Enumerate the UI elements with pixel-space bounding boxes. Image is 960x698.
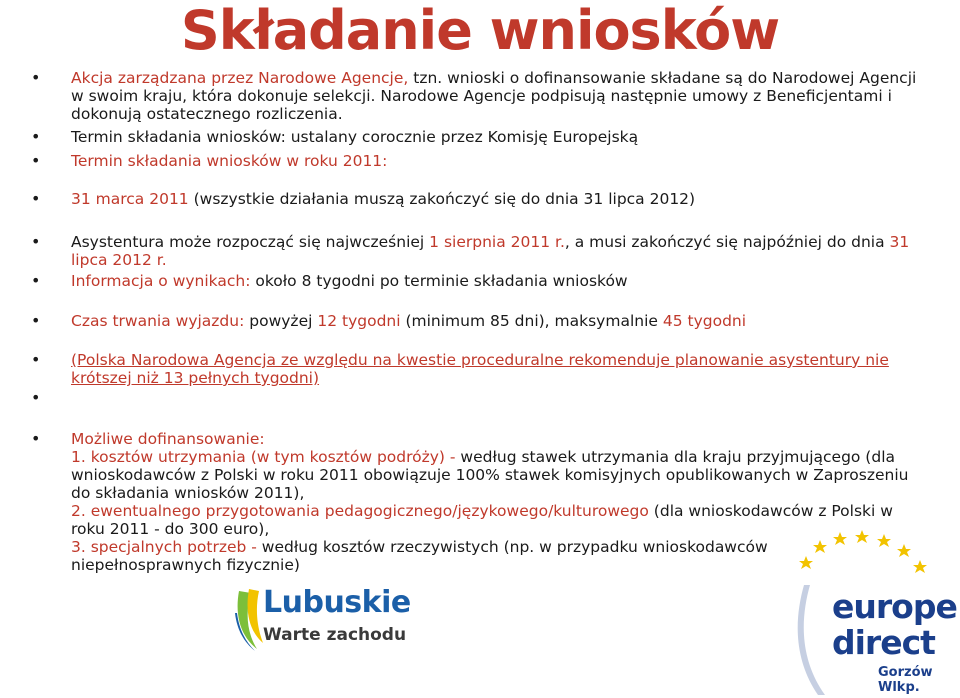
bullet-text: około 8 tygodni po terminie składania wniosków bbox=[250, 272, 628, 290]
bullet-text: powyżej bbox=[244, 312, 318, 330]
bullet-results bbox=[71, 272, 931, 290]
bullet-highlight: 12 tygodni bbox=[317, 312, 401, 330]
bullet-highlight: (Polska Narodowa Agencja ze względu na kwestie proceduralne rekomenduje planowanie asystentury nie krótszej niż 13 pełnych tygodni) bbox=[71, 351, 889, 387]
bullet-highlight: 45 tygodni bbox=[662, 312, 747, 330]
bullet-duration bbox=[71, 312, 931, 330]
europe-direct-city: Gorzów Wlkp. bbox=[878, 665, 933, 695]
bullet-highlight: Termin składania wniosków w roku 2011: bbox=[71, 152, 388, 170]
funding-item-text: (dla wnioskodawców z Polski w roku 2011 - do 300 euro), bbox=[71, 502, 893, 538]
funding-item bbox=[71, 448, 931, 502]
bullet-text: Termin składania wniosków: ustalany corocznie przez Komisję Europejską bbox=[71, 128, 639, 146]
funding-item-text: według stawek utrzymania dla kraju przyjmującego (dla wnioskodawców z Polski w roku 2011 obowiązuje 100% stawek komisyjnych opublikowanych w Zaproszeniu do składania wniosków 2011), bbox=[71, 448, 909, 502]
slide-title: Składanie wniosków bbox=[180, 0, 780, 62]
bullet-recommendation bbox=[71, 351, 931, 387]
funding-heading: • Możliwe dofinansowanie: bbox=[71, 430, 265, 448]
funding-item-label: 1. kosztów utrzymania (w tym kosztów podróży) - bbox=[71, 448, 456, 466]
lubuskie-tagline: Warte zachodu bbox=[263, 625, 407, 645]
bullet-highlight: Czas trwania wyjazdu: bbox=[71, 312, 245, 330]
funding-item-label: 2. ewentualnego przygotowania pedagogicznego/językowego/kulturowego bbox=[71, 502, 649, 520]
funding-item-label: 3. specjalnych potrzeb - bbox=[71, 538, 257, 556]
funding-item bbox=[71, 538, 791, 574]
bullet-text: tzn. wnioski o dofinansowanie składane są do Narodowej Agencji w swoim kraju, która dokonuje selekcji. Narodowe Agencje podpisują następnie umowy z Beneficjentami i dokonują ostatecznego rozliczenia. bbox=[71, 69, 917, 123]
bullet-highlight: 31 marca 2011 bbox=[71, 190, 189, 208]
funding-item-text: według kosztów rzeczywistych (np. w przypadku wnioskodawców niepełnosprawnych fizycznie) bbox=[71, 538, 768, 574]
bullet-date bbox=[71, 190, 931, 208]
bullet-text: , a musi zakończyć się najpóźniej do dnia bbox=[564, 233, 890, 251]
bullet-deadline-2011 bbox=[71, 152, 931, 170]
bullet-text: (minimum 85 dni), maksymalnie bbox=[400, 312, 663, 330]
bullet-deadline-general bbox=[71, 128, 931, 146]
bullet-text: Asystentura może rozpocząć się najwcześniej bbox=[71, 233, 430, 251]
lubuskie-logo bbox=[233, 583, 438, 655]
bullet-assistantship-period bbox=[71, 233, 931, 269]
europe-direct-logo bbox=[770, 525, 960, 698]
bullet-national-agencies bbox=[71, 69, 931, 123]
bullet-highlight: Informacja o wynikach: bbox=[71, 272, 251, 290]
bullet-highlight: 1 sierpnia 2011 r. bbox=[429, 233, 565, 251]
bullet-text: (wszystkie działania muszą zakończyć się do dnia 31 lipca 2012) bbox=[188, 190, 696, 208]
bullet-highlight: Akcja zarządzana przez Narodowe Agencje, bbox=[71, 69, 409, 87]
lubuskie-name: Lubuskie bbox=[263, 585, 411, 620]
europe-direct-line2: direct bbox=[832, 623, 935, 662]
bullet-highlight: 31 lipca 2012 r. bbox=[71, 233, 910, 269]
europe-direct-line1: europe bbox=[832, 587, 957, 626]
